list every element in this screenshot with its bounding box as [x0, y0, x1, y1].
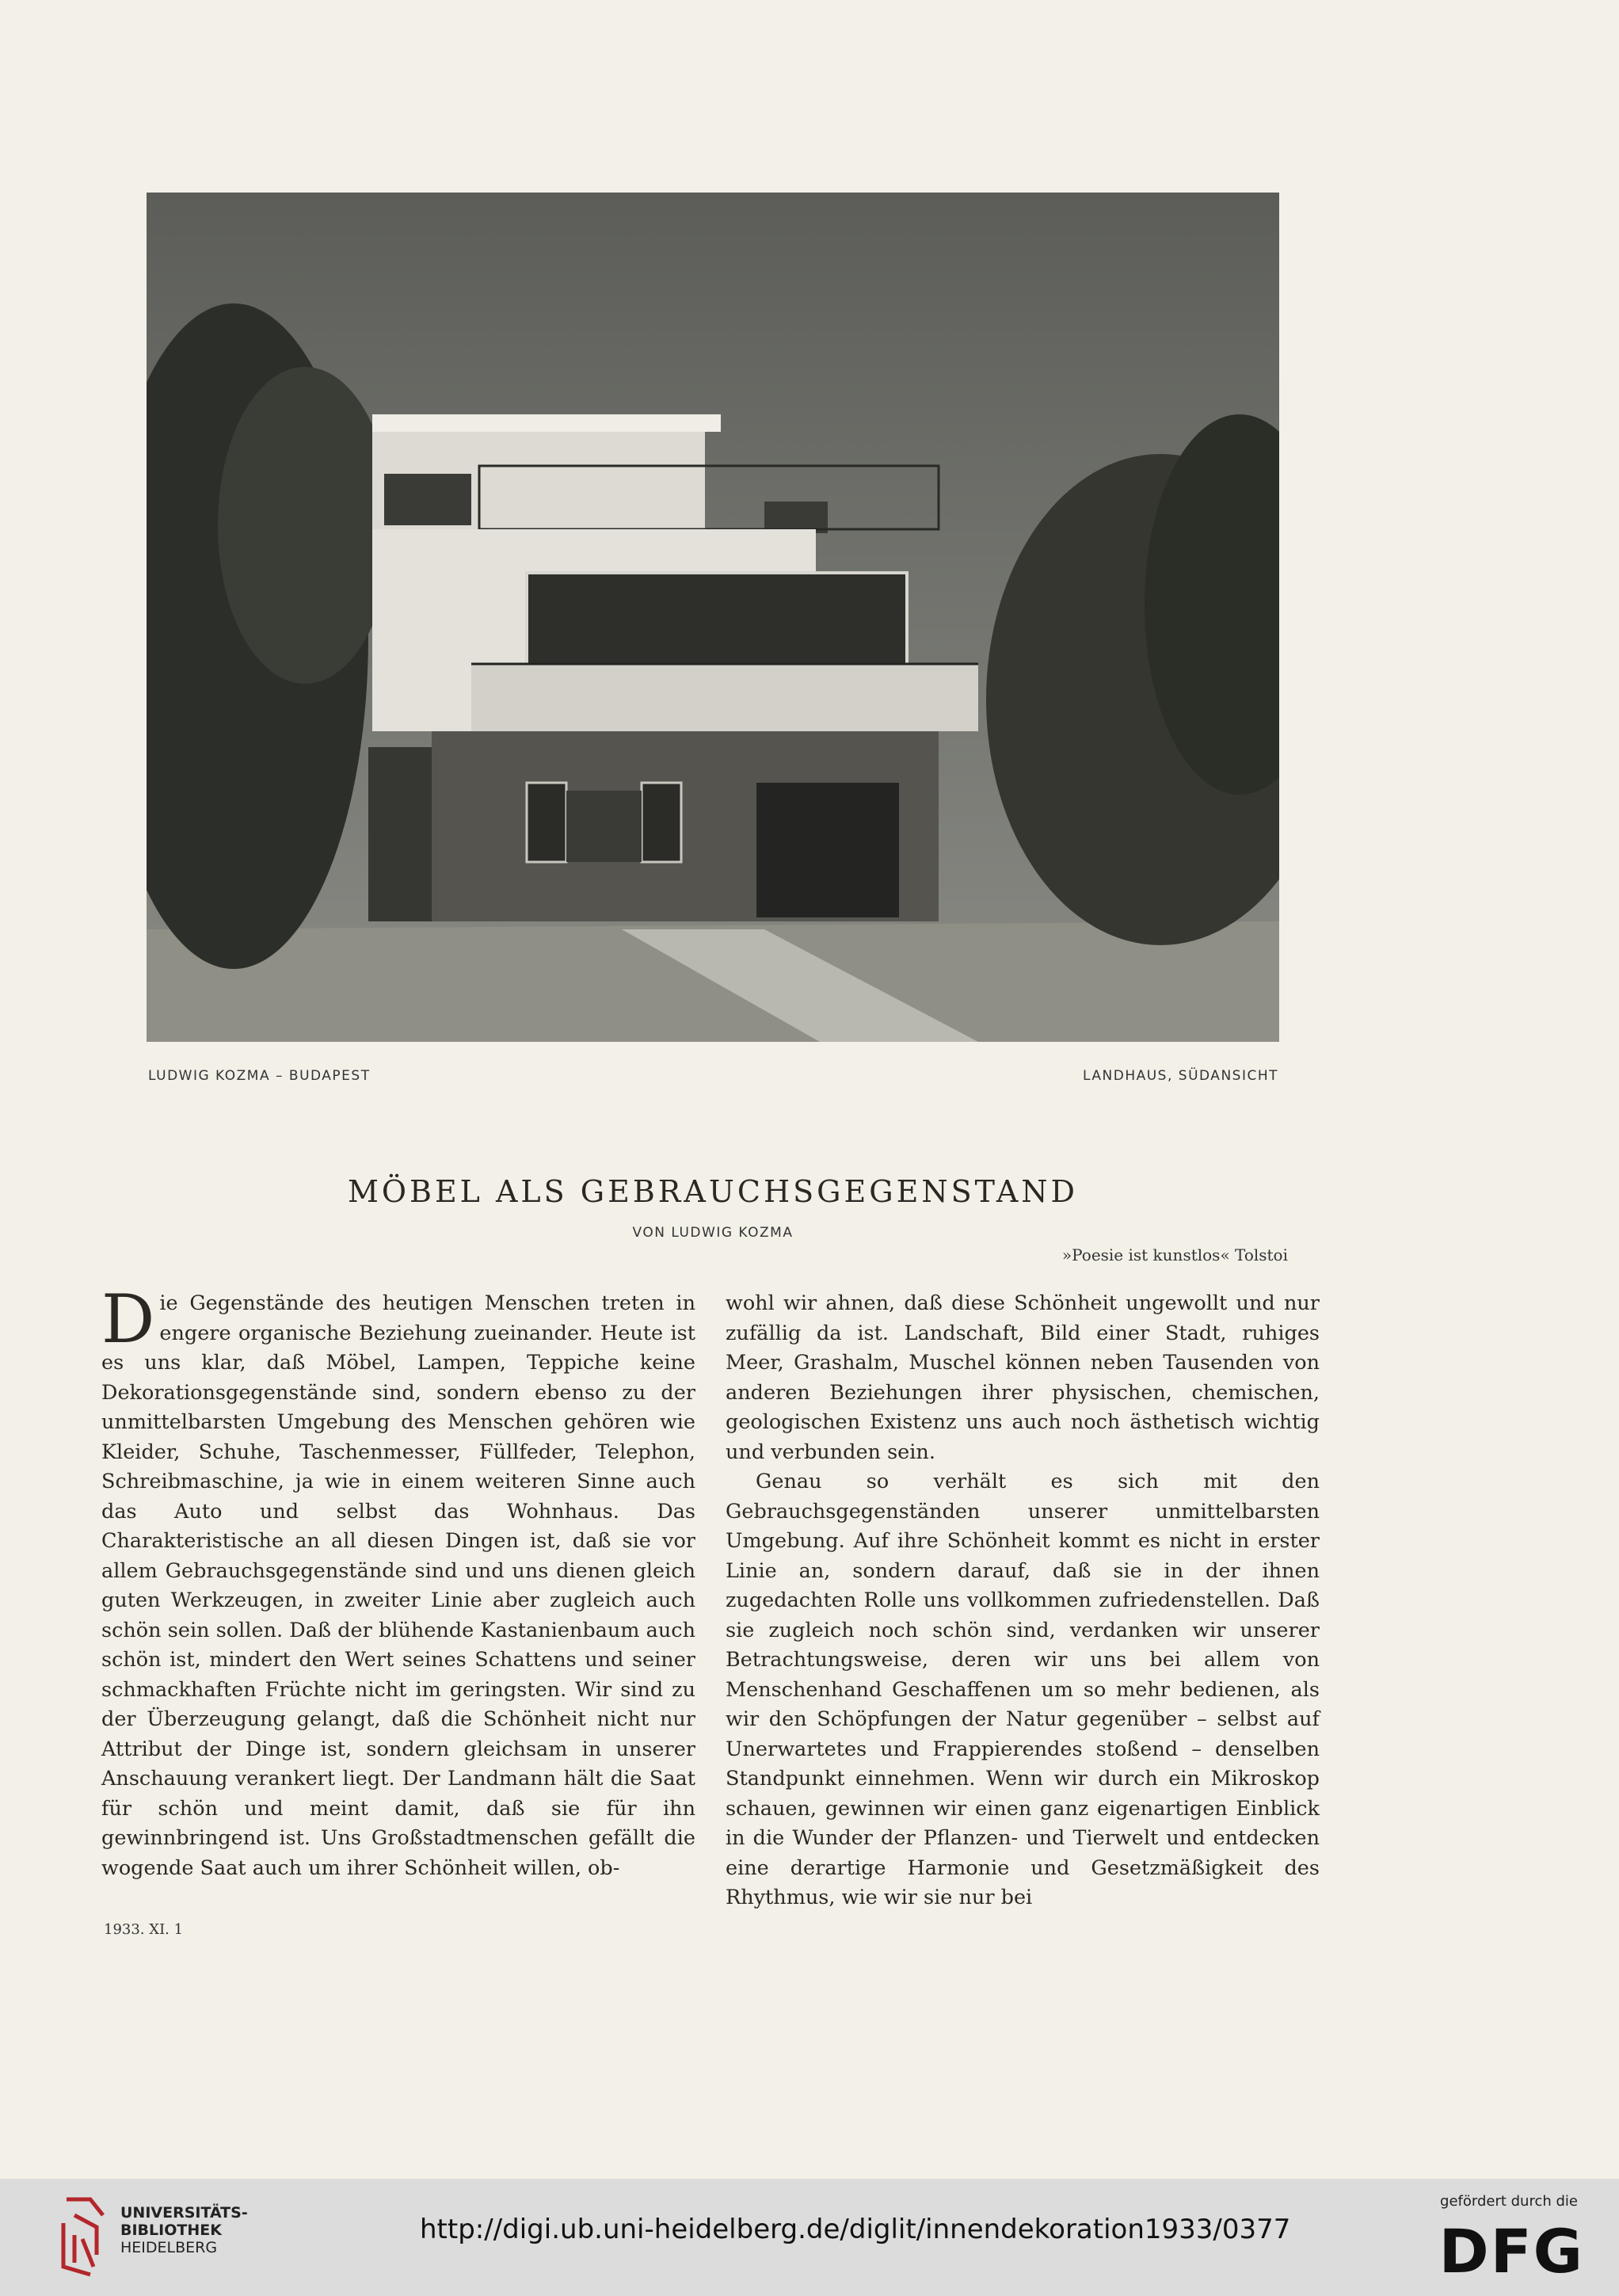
dfg-logo: DFG [1438, 2216, 1584, 2286]
article-motto: »Poesie ist kunstlos« Tolstoi [1061, 1245, 1288, 1264]
house-photo-illustration [147, 193, 1279, 1042]
digitization-footer [0, 2179, 1619, 2296]
drop-cap: D [101, 1280, 155, 1358]
page-number: 1933. XI. 1 [104, 1921, 184, 1938]
article-paragraph: Genau so verhält es sich mit den Gebrauchsgegenständen unserer unmittelbarsten Umgebung. Auf ihre Schönheit kommt es nicht in erster Linie an, sondern darauf, daß sie in der ihnen zugedachten Rolle uns vollkommen zufriedenstellen. Daß sie zugleich noch schön sind, verdanken wir unserer Betrachtungsweise, deren wir uns bei allem von Menschenhand Geschaffenen um so mehr bedienen, als wir den Schöpfungen der Natur gegenüber – selbst auf Unerwartetes und Frappierendes stoßend – denselben Standpunkt einnehmen. Wenn wir durch ein Mikroskop schauen, gewinnen wir einen ganz eigenartigen Einblick in die Wunder der Pflanzen- und Tierwelt und entdecken eine derartige Harmonie und Gesetzmäßigkeit des Rhythmus, wie wir sie nur bei [726, 1470, 1320, 1909]
house-photograph [147, 193, 1279, 1042]
article-column-left [101, 1280, 695, 1883]
article-byline: VON LUDWIG KOZMA [632, 1225, 794, 1241]
library-logo-icon [59, 2191, 111, 2279]
photo-caption-subject: LANDHAUS, SÜDANSICHT [1083, 1068, 1278, 1084]
library-name [120, 2204, 248, 2256]
article-title: MÖBEL ALS GEBRAUCHSGEGENSTAND [347, 1174, 1079, 1209]
article-paragraph [101, 1280, 695, 1883]
article-column-right [726, 1289, 1320, 1913]
library-name-line: HEIDELBERG [120, 2239, 218, 2256]
library-name-line: BIBLIOTHEK [120, 2222, 222, 2239]
funded-by-label: gefördert durch die [1440, 2193, 1578, 2210]
library-name-line: UNIVERSITÄTS- [120, 2204, 248, 2222]
photo-caption-architect: LUDWIG KOZMA – BUDAPEST [148, 1068, 371, 1084]
permalink-url[interactable]: http://digi.ub.uni-heidelberg.de/diglit/innendekoration1933/0377 [420, 2214, 1291, 2245]
left-column-text: ie Gegenstände des heutigen Menschen treten in engere organische Beziehung zueinander. Heute ist es uns klar, daß Möbel, Lampen, Teppiche keine Dekorationsgegenstände sind, sondern ebenso zu der unmittelbarsten Umgebung des Menschen gehören wie Kleider, Schuhe, Taschenmesser, Füllfeder, Telephon, Schreibmaschine, ja wie in einem weiteren Sinne auch das Auto und selbst das Wohnhaus. Das Charakteristische an all diesen Dingen ist, daß sie vor allem Gebrauchsgegenstände sind und uns dienen gleich guten Werkzeugen, in zweiter Linie aber zugleich auch schön sein sollen. Daß der blühende Kastanienbaum auch schön ist, mindert den Wert seines Schattens und seiner schmackhaften Früchte nicht im geringsten. Wir sind zu der Überzeugung gelangt, daß die Schönheit nicht nur Attribut der Dinge ist, sondern gleichsam in unserer Anschauung verankert liegt. Der Landmann hält die Saat für schön und meint damit, daß sie für ihn gewinnbringend ist. Uns Großstadtmenschen gefällt die wogende Saat auch um ihrer Schönheit willen, ob- [101, 1291, 695, 1880]
article-paragraph: wohl wir ahnen, daß diese Schönheit ungewollt und nur zufällig da ist. Landschaft, Bild einer Stadt, ruhiges Meer, Grashalm, Muschel können neben Tausenden von anderen Beziehungen ihrer physischen, chemischen, geologischen Existenz uns auch noch ästhetisch wichtig und verbunden sein. [726, 1291, 1320, 1464]
